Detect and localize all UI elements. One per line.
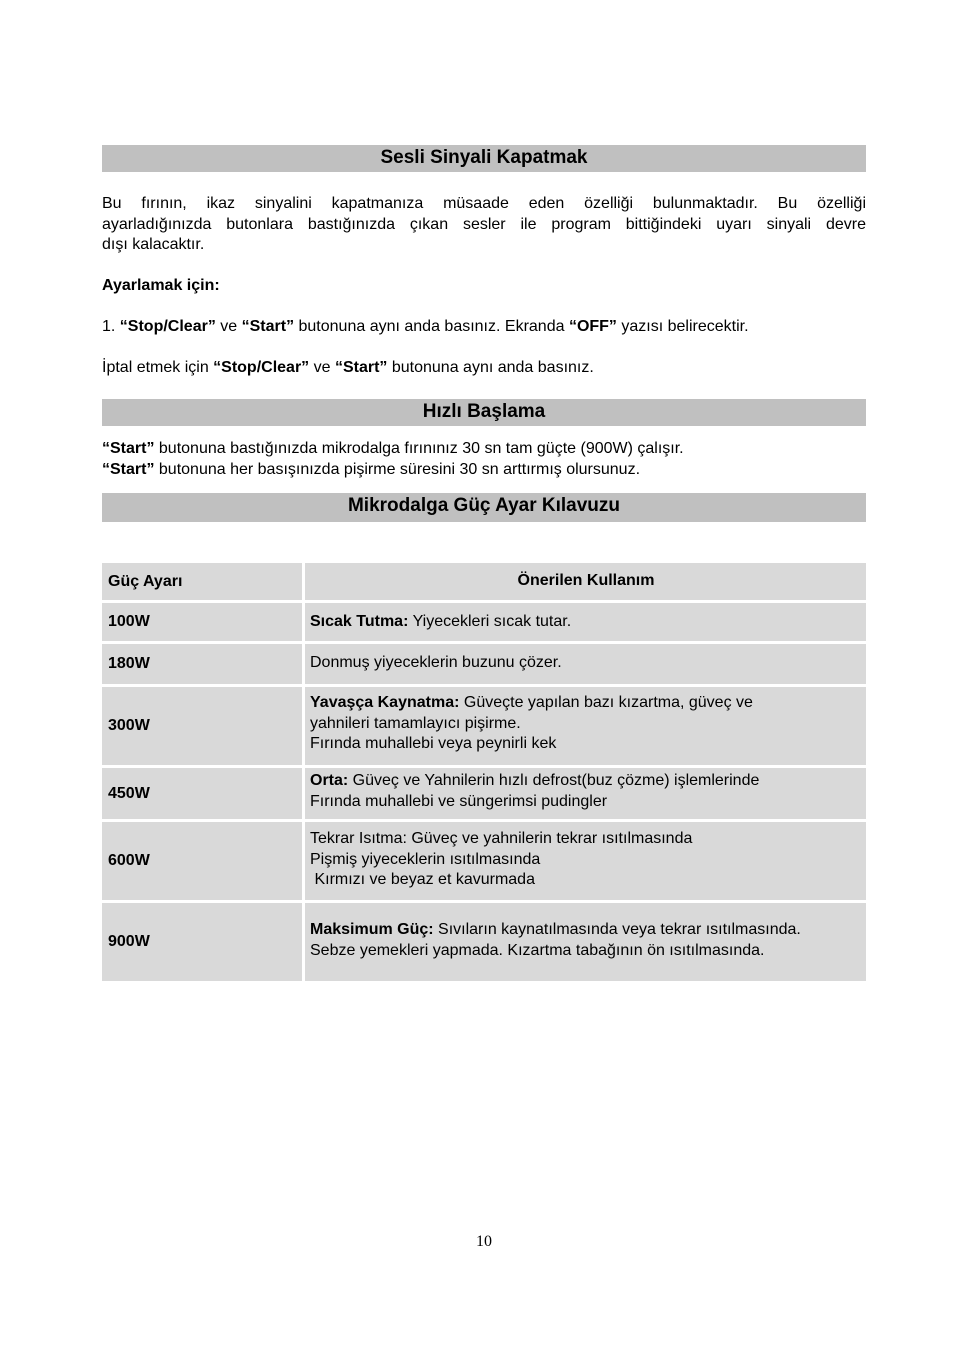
usage-line [310, 771, 862, 792]
intro-line: dışı kalacaktır. [102, 236, 205, 253]
page-number: 10 [476, 1233, 492, 1250]
quick-start-bold: “Start” [102, 440, 155, 457]
usage-line [310, 920, 862, 941]
cancel-text: ve [309, 359, 335, 376]
table-row [102, 644, 866, 684]
usage-text: Güveç ve Yahnilerin hızlı defrost(buz çözme) işlemlerinde [348, 772, 760, 789]
usage-cell [305, 687, 866, 765]
intro-line: ayarladığınızda butonlara bastığınızda çıkan sesler ile program bittiğindeki uyarı sinyali devre [102, 215, 866, 233]
subheading-ayarlamak: Ayarlamak için: [102, 277, 220, 294]
usage-bold: Maksimum Güç: [310, 921, 434, 938]
usage-bold: Orta: [310, 772, 349, 789]
usage-cell [305, 903, 866, 981]
table-row [102, 822, 866, 900]
usage-cell [305, 768, 866, 819]
usage-text: Güveçte yapılan bazı kızartma, güveç ve [459, 694, 753, 711]
table-header-row [102, 563, 866, 600]
usage-line: Kırmızı ve beyaz et kavurmada [310, 871, 535, 888]
power-cell: 450W [102, 768, 302, 819]
quick-start-plain: butonuna her basışınızda pişirme süresini 30 sn arttırmış olursunuz. [154, 460, 641, 478]
quick-start-line [102, 460, 866, 481]
power-cell: 180W [102, 644, 302, 684]
section-heading-guc-ayar: Mikrodalga Güç Ayar Kılavuzu [102, 493, 866, 522]
table-row [102, 768, 866, 819]
quick-start-plain: butonuna bastığınızda mikrodalga fırınınız 30 sn tam güçte (900W) çalışır. [154, 440, 684, 457]
intro-paragraph [102, 194, 866, 256]
step-text-bold: “OFF” [568, 318, 617, 335]
section-heading-sesli-sinyali: Sesli Sinyali Kapatmak [102, 145, 866, 172]
cancel-text: butonuna aynı anda basınız. [387, 359, 594, 376]
table-header-power: Güç Ayarı [102, 563, 302, 600]
table-row [102, 603, 866, 641]
step-text: butonuna aynı anda basınız. Ekranda [294, 318, 569, 335]
intro-line: Bu fırının, ikaz sinyalini kapatmanıza müsaade eden özelliği bulunmaktadır. Bu özelliği [102, 195, 866, 212]
quick-start-text [102, 439, 866, 480]
usage-line: Tekrar Isıtma: Güveç ve yahnilerin tekrar ısıtılmasında [310, 830, 693, 847]
section-heading-hizli-baslama: Hızlı Başlama [102, 399, 866, 426]
step-text: yazısı belirecektir. [616, 318, 749, 335]
usage-bold: Sıcak Tutma: [310, 613, 409, 630]
quick-start-bold: “Start” [102, 460, 155, 478]
step-1-instruction [102, 317, 866, 338]
usage-line: Fırında muhallebi veya peynirli kek [310, 735, 557, 752]
usage-line [310, 693, 862, 714]
usage-line: Sebze yemekleri yapmada. Kızartma tabağının ön ısıtılmasında. [310, 941, 765, 959]
power-cell: 600W [102, 822, 302, 900]
power-cell: 300W [102, 687, 302, 765]
table-row [102, 687, 866, 765]
quick-start-line [102, 439, 866, 460]
usage-text: Sıvıların kaynatılmasında veya tekrar ısıtılmasında. [433, 921, 801, 938]
usage-line: Pişmiş yiyeceklerin ısıtılmasında [310, 850, 541, 868]
power-cell: 900W [102, 903, 302, 981]
usage-cell [305, 603, 866, 641]
table-header-usage: Önerilen Kullanım [305, 563, 866, 600]
usage-text: Yiyecekleri sıcak tutar. [408, 613, 572, 630]
step-text: ve [215, 318, 242, 335]
usage-bold: Yavaşça Kaynatma: [310, 694, 460, 711]
usage-line: Fırında muhallebi ve süngerimsi pudingler [310, 792, 608, 810]
usage-line: Donmuş yiyeceklerin buzunu çözer. [310, 654, 562, 671]
power-cell: 100W [102, 603, 302, 641]
table-row [102, 903, 866, 981]
step-text-bold: “Start” [241, 318, 295, 335]
step-text: 1. [102, 318, 120, 335]
cancel-text-bold: “Start” [334, 359, 388, 376]
cancel-instruction [102, 358, 866, 379]
step-text-bold: “Stop/Clear” [119, 318, 216, 335]
usage-line: yahnileri tamamlayıcı pişirme. [310, 714, 521, 732]
usage-cell [305, 822, 866, 900]
usage-line [310, 612, 862, 633]
cancel-text: İptal etmek için [102, 359, 214, 376]
cancel-text-bold: “Stop/Clear” [213, 359, 310, 376]
usage-cell [305, 644, 866, 684]
